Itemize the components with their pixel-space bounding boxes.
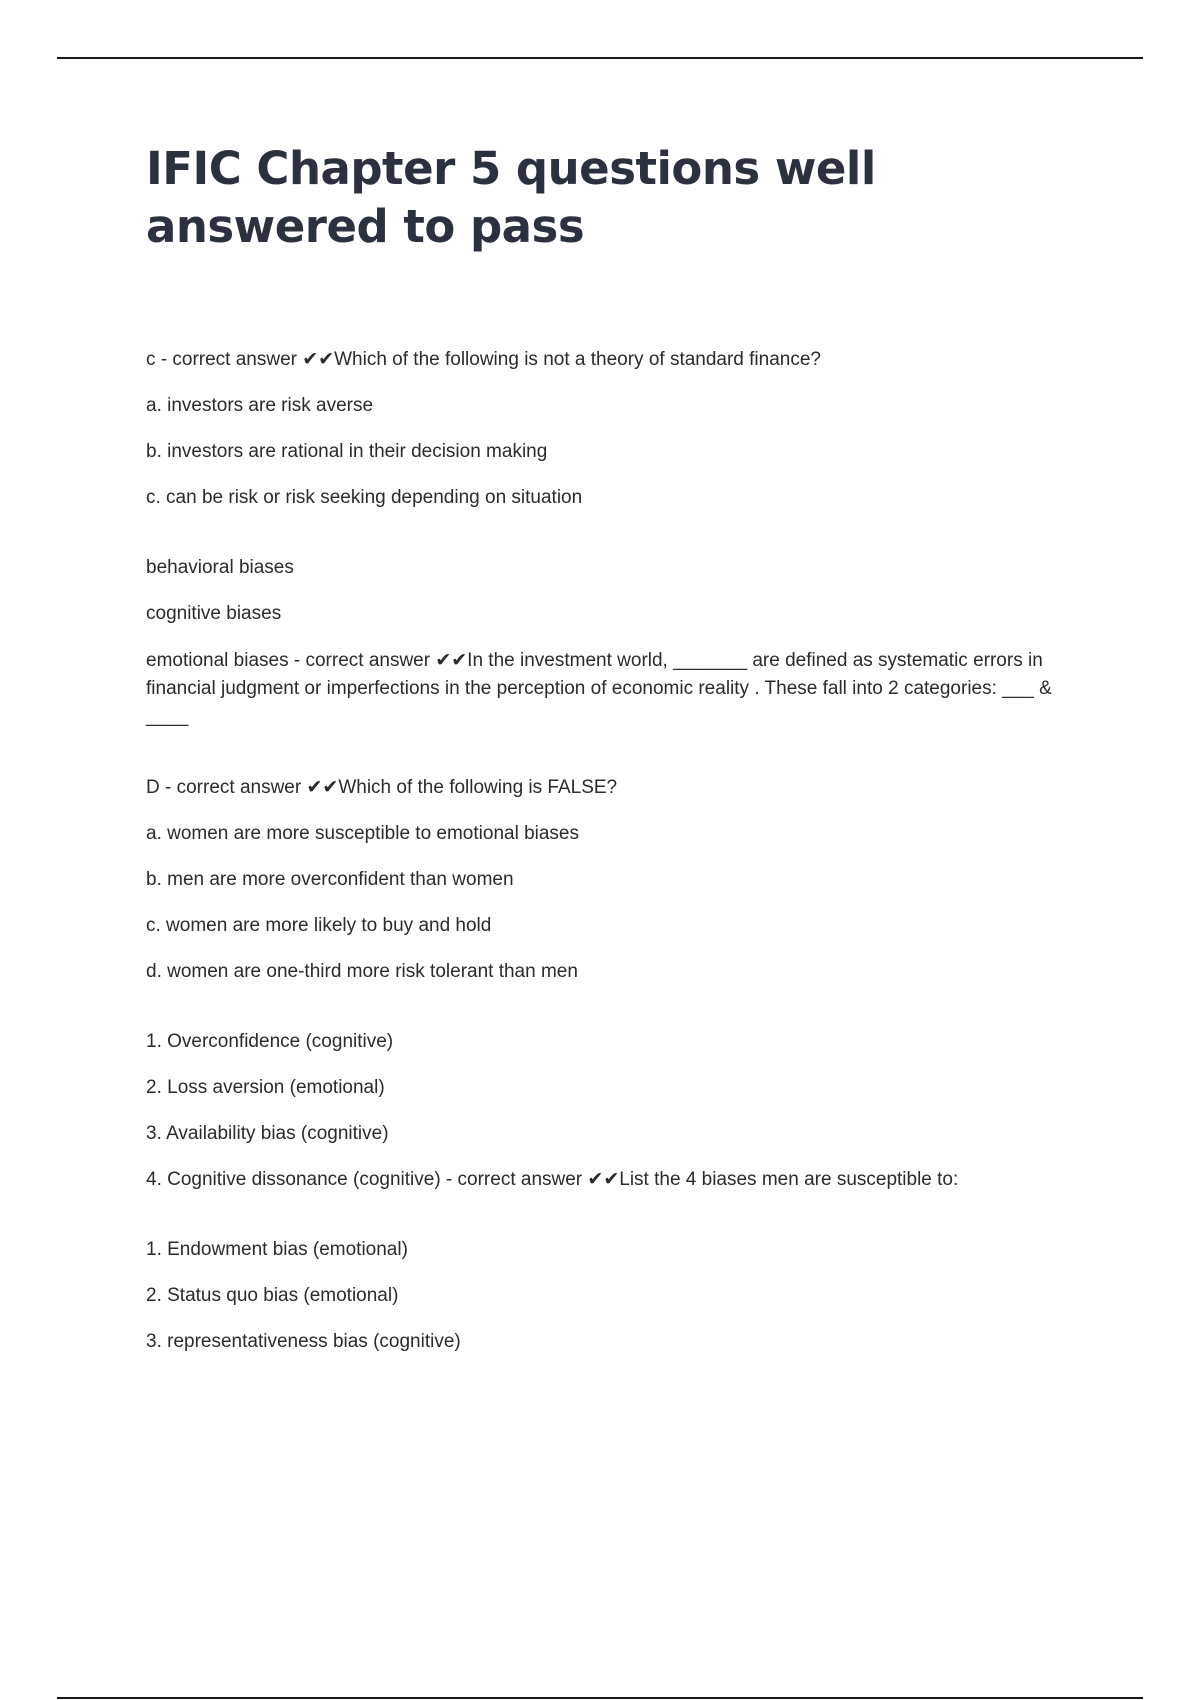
qa-line: emotional biases - correct answer ✔✔In the investment world, _______ are defined as systematic errors in financial judgment or imperfections in the perception of economic reality . These fall into 2 categories: ___ & ____ (146, 650, 1052, 727)
header-rule (57, 57, 1143, 59)
document-body (146, 347, 1096, 1375)
qa-line: 3. Availability bias (cognitive) (146, 1123, 389, 1144)
qa-block-men-biases (146, 1029, 1096, 1193)
qa-line: 3. representativeness bias (cognitive) (146, 1331, 461, 1352)
document-header (146, 140, 1096, 256)
footer-rule (57, 1697, 1143, 1699)
qa-line: a. investors are risk averse (146, 395, 374, 416)
qa-line: b. men are more overconfident than women (146, 869, 514, 890)
qa-line: c. can be risk or risk seeking depending on situation (146, 487, 583, 508)
qa-line: c. women are more likely to buy and hold (146, 915, 492, 936)
qa-line: d. women are one-third more risk tolerant than men (146, 961, 578, 982)
qa-line: a. women are more susceptible to emotional biases (146, 823, 580, 844)
qa-line: cognitive biases (146, 603, 282, 624)
qa-line: 2. Loss aversion (emotional) (146, 1077, 385, 1098)
qa-line: 1. Overconfidence (cognitive) (146, 1031, 394, 1052)
qa-line: 2. Status quo bias (emotional) (146, 1285, 399, 1306)
qa-block-false-statement (146, 775, 1096, 985)
qa-line: b. investors are rational in their decision making (146, 441, 548, 462)
qa-block-behavioral-biases (146, 555, 1096, 731)
qa-line: 4. Cognitive dissonance (cognitive) - correct answer ✔✔List the 4 biases men are susceptible to: (146, 1169, 959, 1190)
qa-line: D - correct answer ✔✔Which of the following is FALSE? (146, 777, 618, 798)
qa-line: 1. Endowment bias (emotional) (146, 1239, 408, 1260)
qa-block-standard-finance (146, 347, 1096, 511)
qa-line: behavioral biases (146, 557, 294, 578)
qa-line: c - correct answer ✔✔Which of the following is not a theory of standard finance? (146, 349, 821, 370)
qa-block-women-biases (146, 1237, 1096, 1355)
document-title: IFIC Chapter 5 questions well answered to pass (146, 142, 876, 253)
